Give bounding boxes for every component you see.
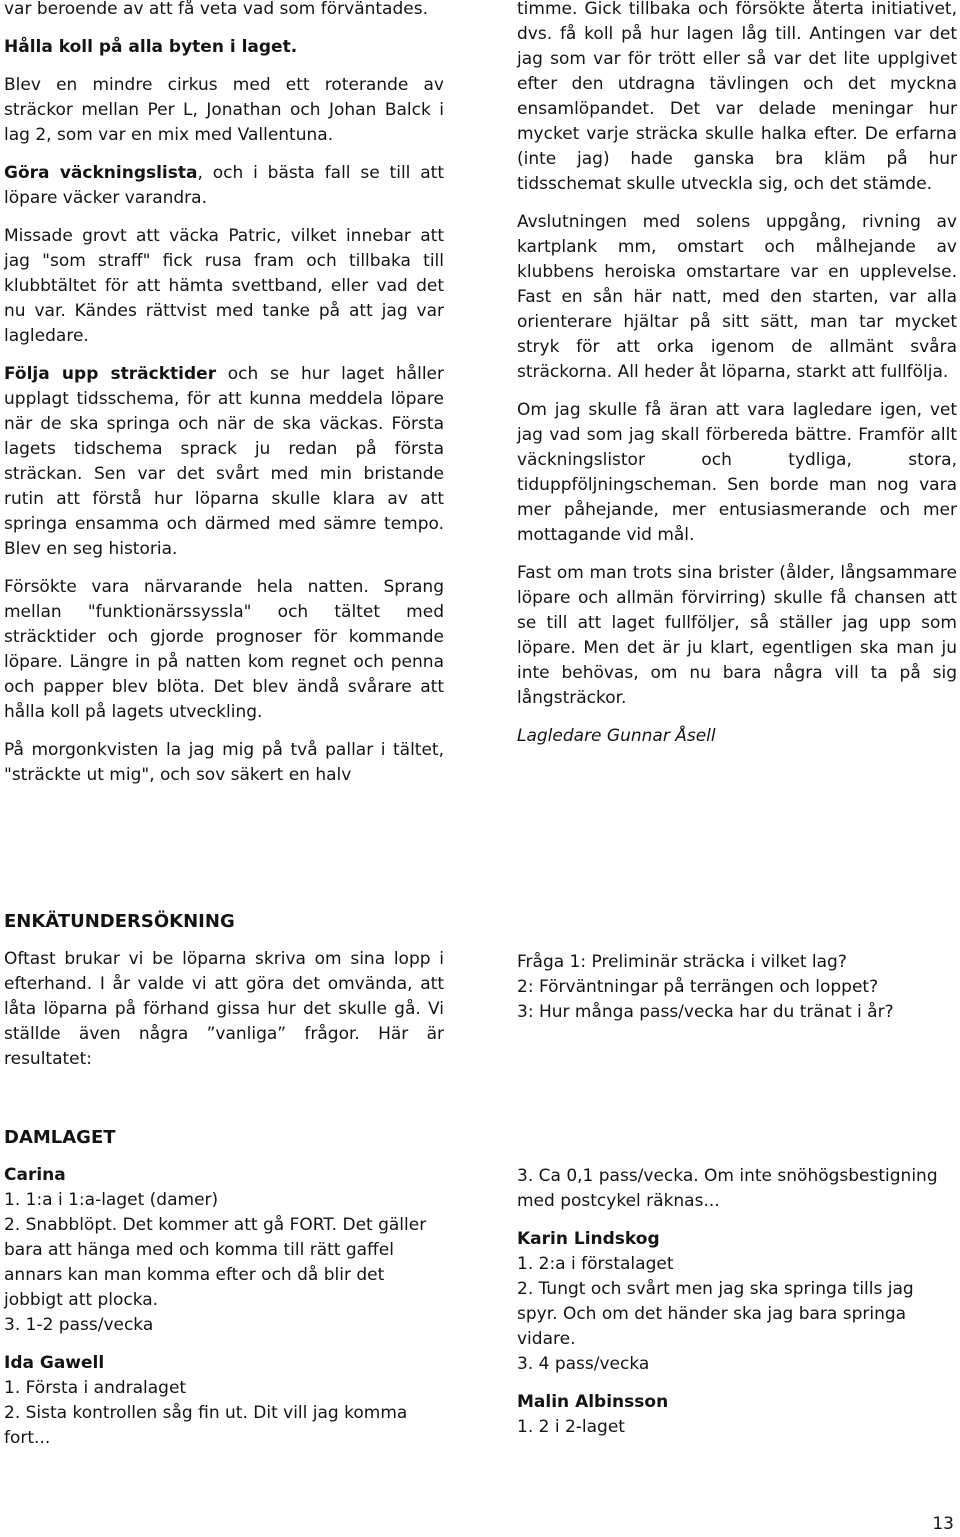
answer: 2. Snabblöpt. Det kommer att gå FORT. Det gäller bara att hänga med och komma till rätt gaffel annars kan man komma efter och då blir det jobbigt att plocka. [4,1215,427,1310]
respondent-name: Ida Gawell [4,1353,105,1373]
paragraph-heading: Följa upp sträcktider [4,364,217,384]
page-number: 13 [932,1514,954,1534]
paragraph-heading: Hålla koll på alla byten i laget. [4,37,298,57]
paragraph: Missade grovt att väcka Patric, vilket innebar att jag "som straff" fick rusa fram och tillbaka till klubbtältet för att hämta svettband, eller vad det nu var. Kändes rättvist med tanke på att jag var lagledare. [4,226,444,346]
answer: 3. 4 pass/vecka [517,1354,650,1374]
damlaget-left [4,1125,444,1464]
respondent-name: Karin Lindskog [517,1229,660,1249]
respondent-malin [517,1390,957,1440]
paragraph: Avslutningen med solens uppgång, rivning av kartplank mm, omstart och målhejande av klubbens heroiska omstartare var en upplevelse. Fast en sån här natt, med den starten, var alla orienterare hjältar på sitt sätt, man tar mycket stryk för att orka igenom de allmänt svåra sträckorna. All heder åt löparna, starkt att fullfölja. [517,212,957,382]
question: 3: Hur många pass/vecka har du tränat i år? [517,1002,894,1022]
paragraph: Om jag skulle få äran att vara lagledare igen, vet jag vad som jag skall förbereda bättre. Framför allt väckningslistor och tydliga, stora, tiduppföljningscheman. Sen borde man nog vara mer påhejande, mer entusiasmerande och mer mottagande vid mål. [517,400,957,545]
paragraph [4,161,444,211]
respondent-name: Malin Albinsson [517,1392,669,1412]
signature: Lagledare Gunnar Åsell [517,726,716,746]
answer: 3. Ca 0,1 pass/vecka. Om inte snöhögsbestigning med postcykel räknas... [517,1166,938,1211]
answer: 1. 1:a i 1:a-laget (damer) [4,1190,219,1210]
answer: 2. Tungt och svårt men jag ska springa tills jag spyr. Och om det händer ska jag bara springa vidare. [517,1279,914,1349]
paragraph: På morgonkvisten la jag mig på två pallar i tältet, "sträckte ut mig", och sov säkert en halv [4,740,444,785]
answer: 3. 1-2 pass/vecka [4,1315,154,1335]
survey-questions [517,950,957,1025]
damlaget-right [517,1164,957,1453]
respondent-carina [4,1163,444,1338]
paragraph-heading: Göra väckningslista [4,163,198,183]
answer: 1. 2:a i förstalaget [517,1254,674,1274]
paragraph: Fast om man trots sina brister (ålder, långsammare löpare och allmän förvirring) skulle få chansen att se till att laget fullföljer, så ställer jag upp som löpare. Men det är ju klart, egentligen ska man ju inte behövas, om nu bara några vill ta på sig långsträckor. [517,563,957,708]
right-column [517,0,957,762]
paragraph: timme. Gick tillbaka och försökte återta initiativet, dvs. få koll på hur lagen låg till. Antingen var det jag som var för trött eller så var det lite upplgivet efter den utdragna tävlingen och det myckna ensamlöpandet. Det var delade meningar hur mycket varje sträcka skulle halka efter. De erfarna (inte jag) hade ganska bra kläm på hur tidsschemat skulle utveckla sig, och det stämde. [517,0,957,194]
question: Fråga 1: Preliminär sträcka i vilket lag? [517,952,847,972]
paragraph: Blev en mindre cirkus med ett roterande av sträckor mellan Per L, Jonathan och Johan Balck i lag 2, som var en mix med Vallentuna. [4,75,444,145]
paragraph: Försökte vara närvarande hela natten. Sprang mellan "funktionärssyssla" och tältet med sträcktider och gjorde prognoser för kommande löpare. Längre in på natten kom regnet och penna och papper blev blöta. Det blev ändå svårare att hålla koll på lagets utveckling. [4,577,444,722]
paragraph-text: och se hur laget håller upplagt tidsschema, för att kunna meddela löpare när de ska springa och när de ska väckas. Första lagets tidschema sprack ju redan på första sträckan. Sen var det svårt med min bristande rutin att förstå hur löparna skulle klara av att springa ensamma och därmed med sämre tempo. Blev en seg historia. [4,364,444,559]
question: 2: Förväntningar på terrängen och loppet? [517,977,879,997]
paragraph [4,362,444,562]
respondent-name: Carina [4,1165,66,1185]
survey-section [4,909,444,1085]
answer: 2. Sista kontrollen såg fin ut. Dit vill jag komma fort... [4,1403,408,1448]
survey-intro: Oftast brukar vi be löparna skriva om sina lopp i efterhand. I år valde vi att göra det omvända, att låta löparna på förhand gissa hur det skulle gå. Vi ställde även några ”vanliga” frågor. Här är resultatet: [4,949,444,1069]
section-heading: ENKÄTUNDERSÖKNING [4,911,235,932]
section-heading: DAMLAGET [4,1127,116,1148]
answer: 1. 2 i 2-laget [517,1417,625,1437]
paragraph-text: , och i bästa fall se till att löpare väcker varandra. [4,163,444,208]
respondent-ida [4,1351,444,1451]
left-column [4,0,444,801]
paragraph: var beroende av att få veta vad som förväntades. [4,0,428,19]
respondent-karin [517,1227,957,1377]
continued-answer [517,1164,957,1214]
answer: 1. Första i andralaget [4,1378,187,1398]
